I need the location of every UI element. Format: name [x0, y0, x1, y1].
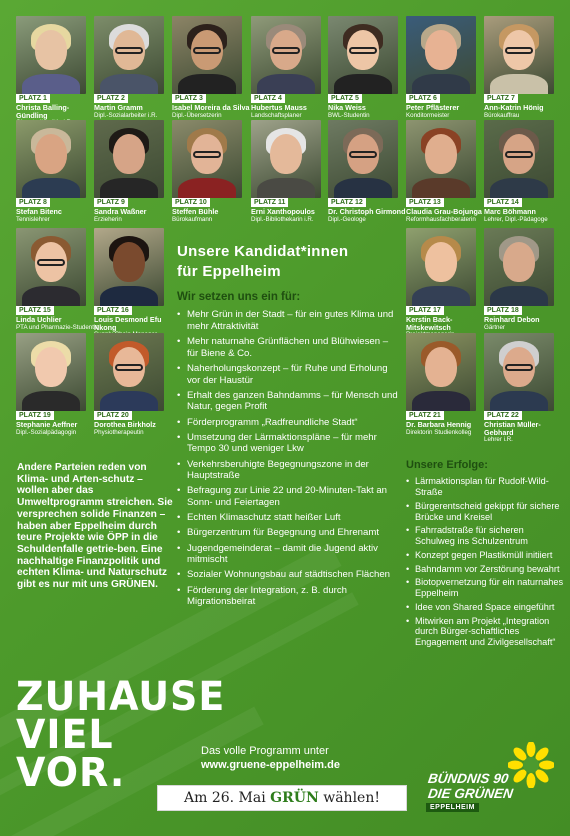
commitments-heading: Wir setzen uns ein für:: [177, 291, 301, 303]
commitment-item: • Erhalt des ganzen Bahndamms – für Mensch und Natur, gegen Profit: [176, 390, 398, 414]
successes-list: [405, 476, 565, 651]
candidate-photo: [94, 120, 164, 198]
logo-line: BÜNDNIS 90: [427, 771, 510, 786]
candidate-card: [172, 120, 242, 229]
success-item: • Idee von Shared Space eingeführt: [405, 602, 565, 613]
candidate-role: Dipl.-Sozialarbeiter i.R.: [94, 112, 158, 119]
candidate-card: [16, 120, 86, 229]
commitment-item: • Jugendgemeinderat – damit die Jugend aktiv mitmischt: [176, 543, 398, 567]
commitment-item: • Naherholungskonzept – für Ruhe und Erholung vor der Haustür: [176, 363, 398, 387]
candidate-name: Martin Gramm: [94, 103, 143, 112]
candidate-role: Dipl.-Geologe: [328, 216, 366, 223]
slogan-line: ZUHAUSE: [16, 674, 226, 720]
candidate-name: Reinhard Debon: [484, 315, 540, 324]
slogan: [16, 674, 226, 796]
candidate-card: [328, 16, 398, 125]
candidate-role: Direktorin Studienkolleg: [406, 429, 472, 436]
candidate-photo: [172, 120, 242, 198]
commitments-list: [176, 309, 398, 611]
candidate-name: Louis Desmond Efu Nkong: [94, 315, 162, 332]
candidate-role: Dipl.-Sozialpädagogin: [16, 429, 77, 436]
candidate-name: Peter Pflästerer: [406, 103, 460, 112]
candidate-photo: [484, 16, 554, 94]
candidate-role: Konditormeister: [406, 112, 450, 119]
place-badge: PLATZ 10: [172, 198, 210, 207]
place-badge: PLATZ 19: [16, 411, 54, 420]
place-badge: PLATZ 13: [406, 198, 444, 207]
vote-banner: [157, 785, 407, 811]
success-item: • Bahndamm vor Zerstörung bewahrt: [405, 564, 565, 575]
place-badge: PLATZ 7: [484, 94, 518, 103]
vote-suffix: wählen!: [318, 790, 380, 806]
candidate-card: [406, 228, 476, 337]
candidate-photo: [406, 228, 476, 306]
candidate-photo: [328, 120, 398, 198]
place-badge: PLATZ 20: [94, 411, 132, 420]
place-badge: PLATZ 15: [16, 306, 54, 315]
place-badge: PLATZ 1: [16, 94, 50, 103]
candidate-role: Physiotherapeutin: [94, 429, 144, 436]
candidate-name: Claudia Grau-Bojunga: [406, 207, 482, 216]
candidate-card: [94, 228, 164, 337]
candidate-name: Nika Weiss: [328, 103, 366, 112]
place-badge: PLATZ 18: [484, 306, 522, 315]
candidate-photo: [94, 333, 164, 411]
commitment-item: • Förderung der Integration, z. B. durch Migrationsbeirat: [176, 585, 398, 609]
candidate-card: [328, 120, 406, 229]
candidate-card: [251, 16, 321, 125]
commitment-item: • Förderprogramm „Radfreundliche Stadt“: [176, 417, 398, 429]
candidate-card: [94, 120, 164, 229]
place-badge: PLATZ 4: [251, 94, 285, 103]
place-badge: PLATZ 8: [16, 198, 50, 207]
place-badge: PLATZ 6: [406, 94, 440, 103]
place-badge: PLATZ 11: [251, 198, 288, 207]
title-line: für Eppelheim: [177, 263, 281, 280]
candidate-role: Gärtner: [484, 324, 505, 331]
slogan-line: VOR.: [16, 750, 126, 796]
candidate-name: Marc Böhmann: [484, 207, 536, 216]
sunflower-icon: [508, 742, 554, 788]
candidate-photo: [16, 16, 86, 94]
candidate-card: [484, 228, 554, 337]
success-item: • Fahrradstraße für sicheren Schulweg ins Schulzentrum: [405, 525, 565, 547]
candidate-role: Lehrer i.R.: [484, 436, 513, 443]
place-badge: PLATZ 22: [484, 411, 522, 420]
candidate-card: [406, 16, 476, 125]
program-info: [201, 744, 340, 772]
candidate-card: [406, 120, 482, 229]
candidate-name: Erni Xanthopoulos: [251, 207, 315, 216]
candidate-card: [16, 228, 99, 337]
candidate-role: Reformhausfachberaterin: [406, 216, 476, 223]
candidate-name: Ann-Katrin Hönig: [484, 103, 544, 112]
candidate-photo: [94, 16, 164, 94]
slogan-line: VIEL: [16, 712, 114, 758]
commitment-item: • Mehr naturnahe Grünflächen und Blühwiesen – für Biene & Co.: [176, 336, 398, 360]
candidate-name: Isabel Moreira da Silva: [172, 103, 250, 112]
candidate-role: Dipl.-Bibliothekarin i.R.: [251, 216, 314, 223]
success-item: • Biotopvernetzung für ein naturnahes Eppelheim: [405, 577, 565, 599]
candidate-name: Stefan Bitenc: [16, 207, 62, 216]
candidate-name: Dorothea Birkholz: [94, 420, 156, 429]
candidate-name: Steffen Bühle: [172, 207, 219, 216]
place-badge: PLATZ 2: [94, 94, 128, 103]
candidate-name: Linda Uchlier: [16, 315, 62, 324]
candidate-name: Christian Müller-Gebhard: [484, 420, 541, 437]
logo-line: DIE GRÜNEN: [427, 786, 514, 801]
candidate-photo: [16, 333, 86, 411]
candidate-photo: [484, 228, 554, 306]
place-badge: PLATZ 9: [94, 198, 128, 207]
candidate-card: [16, 16, 86, 125]
place-badge: PLATZ 21: [406, 411, 444, 420]
candidate-photo: [251, 120, 321, 198]
commitment-item: • Umsetzung der Lärmaktionspläne – für mehr Tempo 30 und weniger Lkw: [176, 432, 398, 456]
candidate-name: Hubertus Mauss: [251, 103, 307, 112]
candidate-role: PTA und Pharmazie-Studentin: [16, 324, 99, 331]
commitment-item: • Bürgerzentrum für Begegnung und Ehrenamt: [176, 527, 398, 539]
parties-paragraph: Andere Parteien reden von Klima- und Arten-schutz – wollen aber das Umweltprogramm streichen. Sie versprechen solide Finanzen – haben aber Eppelheim durch teure Projekte wie ÖPP in die Schuldenfalle getrie-ben. Eine nachhaltige Finanzpolitik und echten Klima- und Naturschutz gibt es nur mit uns GRÜNEN.: [17, 462, 173, 591]
candidate-card: [16, 333, 86, 442]
successes-heading: Unsere Erfolge:: [406, 459, 488, 471]
candidate-photo: [406, 333, 476, 411]
place-badge: PLATZ 17: [406, 306, 444, 315]
vote-prefix: Am 26. Mai: [184, 790, 271, 806]
candidate-card: [484, 16, 554, 125]
commitment-item: • Echten Klimaschutz statt heißer Luft: [176, 512, 398, 524]
title-line: Unsere Kandidat*innen: [177, 243, 349, 260]
place-badge: PLATZ 14: [484, 198, 522, 207]
page-title: [177, 242, 407, 282]
candidate-role: Bürokaufmann: [172, 216, 213, 223]
program-url-link[interactable]: www.gruene-eppelheim.de: [201, 759, 340, 771]
commitment-item: • Befragung zur Linie 22 und 20-Minuten-Takt an Sonn- und Feiertagen: [176, 485, 398, 509]
place-badge: PLATZ 16: [94, 306, 132, 315]
place-badge: PLATZ 12: [328, 198, 366, 207]
success-item: • Bürgerentscheid gekippt für sichere Brücke und Kreisel: [405, 501, 565, 523]
candidate-photo: [484, 120, 554, 198]
candidate-photo: [16, 228, 86, 306]
candidate-photo: [484, 333, 554, 411]
candidate-name: Dr. Barbara Hennig: [406, 420, 472, 429]
candidate-card: [172, 16, 250, 125]
candidate-name: Dr. Christoph Girmond: [328, 207, 406, 216]
candidate-card: [406, 333, 476, 442]
candidate-name: Sandra Waßner: [94, 207, 147, 216]
vote-green-word: GRÜN: [270, 790, 319, 806]
place-badge: PLATZ 3: [172, 94, 206, 103]
commitment-item: • Sozialer Wohnungsbau auf städtischen Flächen: [176, 569, 398, 581]
success-item: • Lärmaktionsplan für Rudolf-Wild-Straße: [405, 476, 565, 498]
place-badge: PLATZ 5: [328, 94, 362, 103]
candidate-name: Stephanie Aeffner: [16, 420, 78, 429]
candidate-card: [251, 120, 321, 229]
program-text: Das volle Programm unter: [201, 745, 329, 757]
success-item: • Mitwirken am Projekt „Integration durch Bürger-schaftliches Engagement und Zivilgesellschaft“: [405, 616, 565, 649]
candidate-role: Lehrer, Dipl.-Pädagoge: [484, 216, 548, 223]
candidate-photo: [16, 120, 86, 198]
candidate-name: Christa Balling-Gündling: [16, 103, 70, 120]
candidate-card: [484, 333, 554, 442]
candidate-card: [484, 120, 554, 229]
candidate-name: Kerstin Back-Mitskewitsch: [406, 315, 453, 332]
commitment-item: • Mehr Grün in der Stadt – für ein gutes Klima und mehr Attraktivität: [176, 309, 398, 333]
candidate-role: Erzieherin: [94, 216, 122, 223]
candidate-photo: [172, 16, 242, 94]
candidate-photo: [251, 16, 321, 94]
candidate-photo: [94, 228, 164, 306]
candidate-role: Landschaftsplaner: [251, 112, 302, 119]
candidate-role: Bürokauffrau: [484, 112, 520, 119]
candidate-photo: [328, 16, 398, 94]
commitment-item: • Verkehrsberuhigte Begegnungszone in der Hauptstraße: [176, 459, 398, 483]
candidate-card: [94, 333, 164, 442]
candidate-role: BWL-Studentin: [328, 112, 370, 119]
candidate-role: Dipl.-Übersetzerin: [172, 112, 222, 119]
candidate-photo: [406, 16, 476, 94]
success-item: • Konzept gegen Plastikmüll initiiert: [405, 550, 565, 561]
candidate-role: Tennislehrer: [16, 216, 50, 223]
candidate-card: [94, 16, 164, 125]
party-logo: [426, 742, 556, 822]
logo-subline: EPPELHEIM: [426, 803, 479, 812]
candidate-photo: [406, 120, 476, 198]
